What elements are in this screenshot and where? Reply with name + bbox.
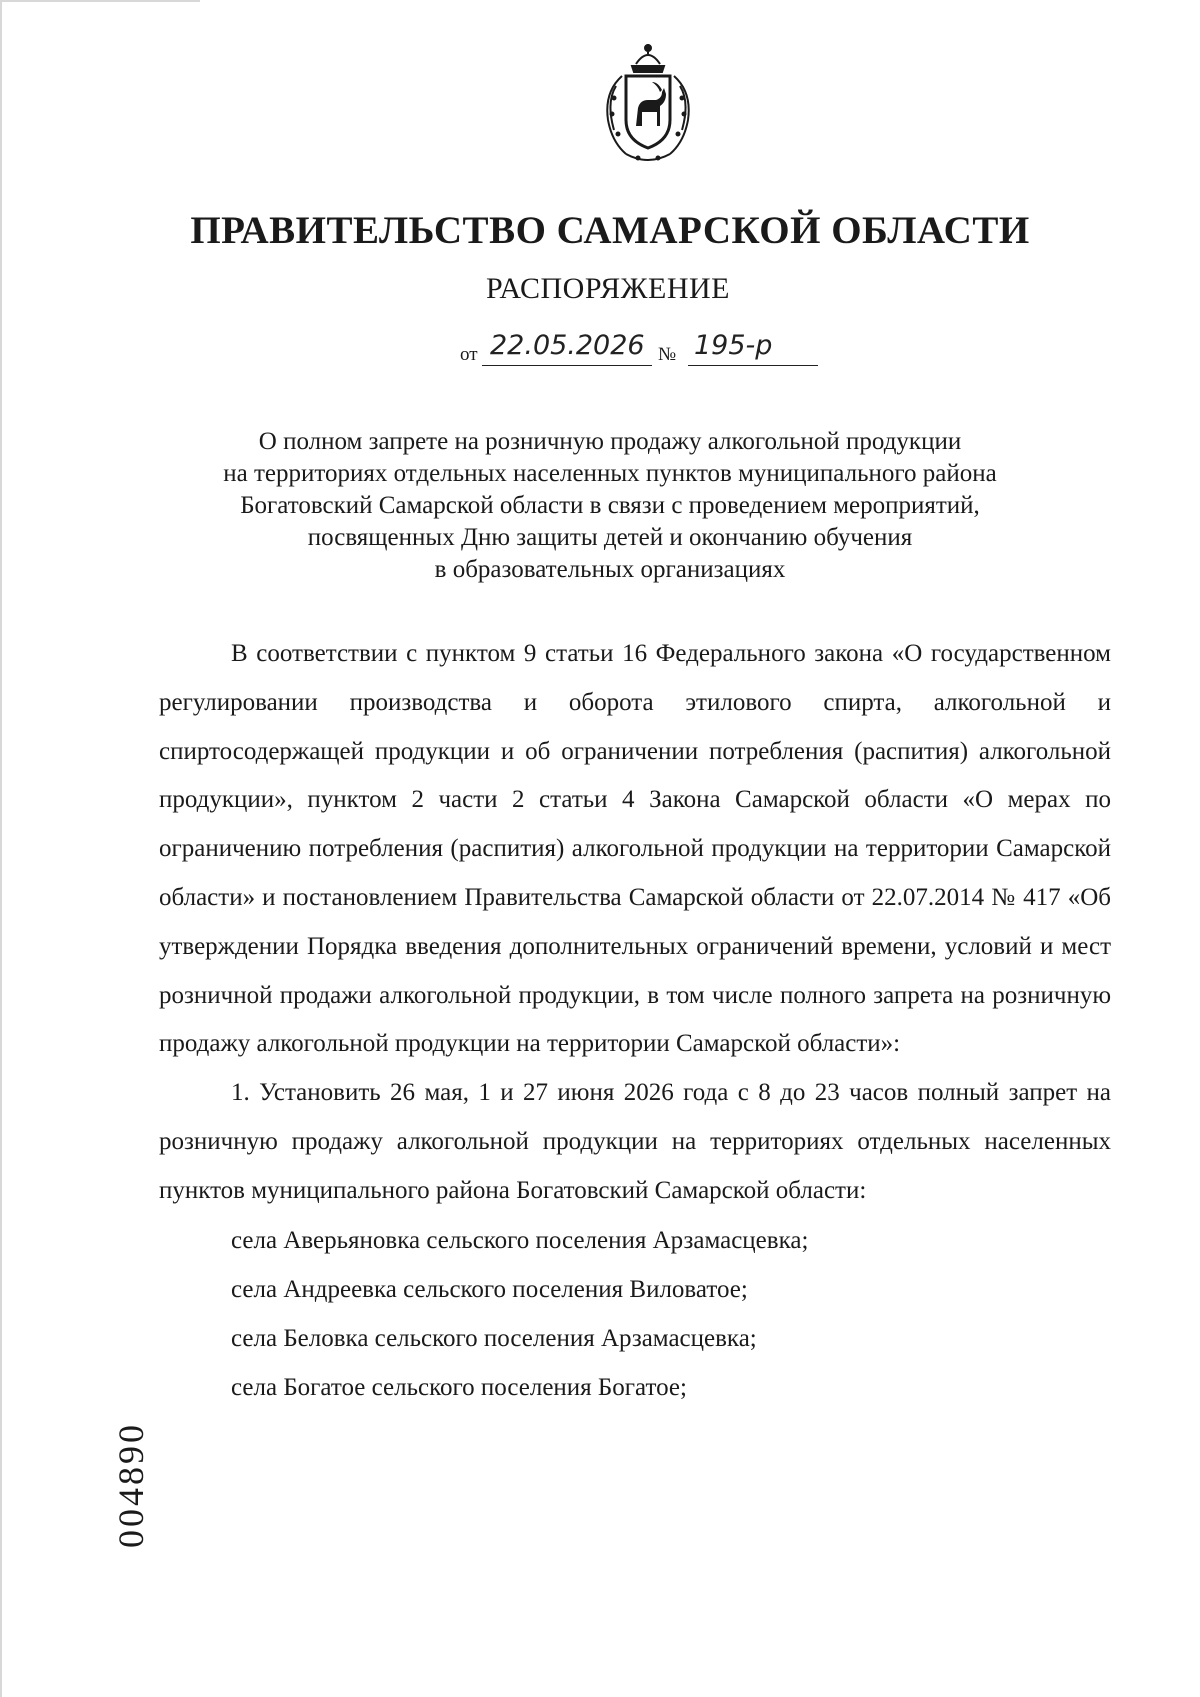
settlement-list bbox=[159, 1216, 1111, 1412]
subject-line: в образовательных организациях bbox=[434, 556, 786, 583]
preamble-paragraph: В соответствии с пунктом 9 статьи 16 Федерального закона «О государственном регулировании производства и оборота этилового спирта, алкогольной и спиртосодержащей продукции и об ограничении потребления (распития) алкогольной продукции», пунктом 2 части 2 статьи 4 Закона Самарской области «О мерах по ограничению потребления (распития) алкогольной продукции на территории Самарской области» и постановлением Правительства Самарской области от 22.07.2014 № 417 «Об утверждении Порядка введения дополнительных ограничений времени, условий и мест розничной продажи алкогольной продукции, в том числе полного запрета на розничную продажу алкогольной продукции на территории Самарской области»: bbox=[159, 640, 1111, 1058]
number-prefix: № bbox=[658, 344, 677, 365]
list-item: села Беловка сельского поселения Арзамасцевка; bbox=[231, 1324, 757, 1352]
document-body bbox=[159, 630, 1111, 1412]
subject-line: О полном запрете на розничную продажу алкогольной продукции bbox=[258, 428, 962, 455]
document-subject bbox=[130, 426, 1090, 586]
coat-of-arms-icon bbox=[592, 42, 704, 166]
serial-number: 004890 bbox=[111, 1422, 151, 1548]
subject-line: на территориях отдельных населенных пунктов муниципального района bbox=[223, 460, 997, 487]
handwritten-date: 22.05.2026 bbox=[490, 330, 645, 361]
subject-line: посвященных Дню защиты детей и окончанию обучения bbox=[307, 524, 913, 551]
organization-title: ПРАВИТЕЛЬСТВО САМАРСКОЙ ОБЛАСТИ bbox=[190, 209, 1030, 252]
date-underline bbox=[482, 365, 652, 366]
subject-line: Богатовский Самарской области в связи с проведением мероприятий, bbox=[240, 492, 980, 519]
page-edge-top bbox=[0, 0, 200, 2]
item-1-paragraph: 1. Установить 26 мая, 1 и 27 июня 2026 года с 8 до 23 часов полный запрет на розничную продажу алкогольной продукции на территориях отдельных населенных пунктов муниципального района Богатовский Самарской области: bbox=[159, 1079, 1111, 1204]
number-underline bbox=[688, 365, 818, 366]
handwritten-number: 195-р bbox=[694, 330, 773, 361]
list-item: села Богатое сельского поселения Богатое; bbox=[231, 1373, 687, 1401]
list-item: села Андреевка сельского поселения Виловатое; bbox=[231, 1275, 748, 1303]
page-edge-left bbox=[0, 0, 2, 1697]
document-type: РАСПОРЯЖЕНИЕ bbox=[485, 272, 731, 305]
date-prefix: от bbox=[460, 344, 478, 365]
list-item: села Аверьяновка сельского поселения Арзамасцевка; bbox=[231, 1226, 809, 1254]
